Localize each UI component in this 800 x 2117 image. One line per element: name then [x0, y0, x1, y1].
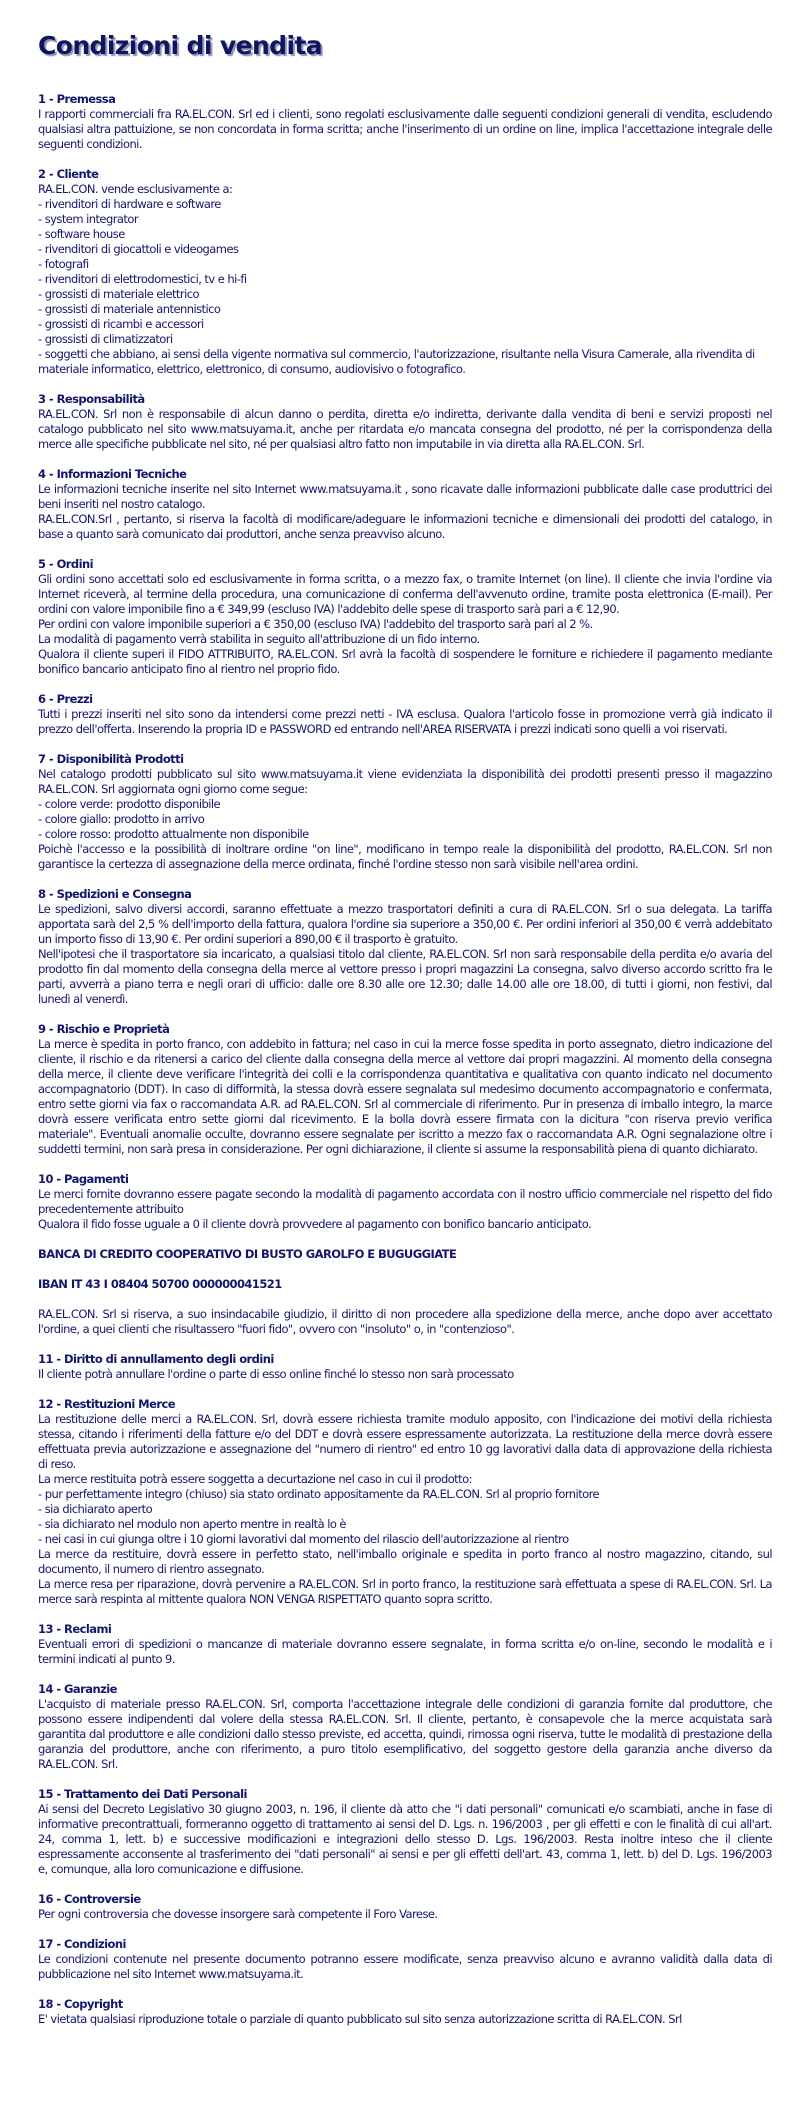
section-title: 17 - Condizioni — [38, 1937, 126, 1951]
bullet-list — [38, 1487, 772, 1547]
list-item: - sia dichiarato nel modulo non aperto mentre in realtà lo è — [38, 1517, 346, 1531]
section-title: 16 - Controversie — [38, 1892, 141, 1906]
paragraph: Tutti i prezzi inseriti nel sito sono da intendersi come prezzi netti - IVA esclusa. Qualora l'articolo fosse in promozione verrà già indicato il prezzo dell'offerta. Inserendo la propria ID e PASSWORD ed entrando nell'AREA RISERVATA i prezzi indicati sono quelli a voi riservati. — [38, 707, 772, 736]
section-body — [38, 1802, 772, 1877]
section — [38, 1022, 772, 1157]
section-title: 13 - Reclami — [38, 1622, 112, 1636]
list-item: - nei casi in cui giunga oltre i 10 giorni lavorativi dal momento del rilascio dell'autorizzazione al rientro — [38, 1532, 569, 1546]
list-item: - colore giallo: prodotto in arrivo — [38, 812, 205, 826]
section-title: 4 - Informazioni Tecniche — [38, 467, 187, 481]
section-title: 11 - Diritto di annullamento degli ordini — [38, 1352, 274, 1366]
section-title: 9 - Rischio e Proprietà — [38, 1022, 170, 1036]
section — [38, 1172, 772, 1232]
paragraph: RA.EL.CON. vende esclusivamente a: — [38, 182, 233, 196]
list-item: - software house — [38, 227, 125, 241]
bullet-list — [38, 197, 772, 377]
paragraph: L'acquisto di materiale presso RA.EL.CON. Srl, comporta l'accettazione integrale delle condizioni di garanzia fornite dal produttore, che possono essere indipendenti dal volere della stessa RA.EL.CON. Srl. Il cliente, pertanto, è consapevole che la merce acquistata sarà garantita dal produttore e alle condizioni dallo stesso previste, ed accetta, quindi, rimossa ogni riserva, tutte le modalità di prestazione della garanzia del produttore, anche con riferimento, a puro titolo esemplificativo, del soggetto gestore della garanzia anche diverso da RA.EL.CON. Srl. — [38, 1697, 772, 1771]
list-item: - grossisti di ricambi e accessori — [38, 317, 204, 331]
paragraph: La modalità di pagamento verrà stabilita in seguito all'attribuzione di un fido interno. — [38, 632, 480, 646]
iban-block — [38, 1277, 772, 1292]
section-title: 1 - Premessa — [38, 92, 116, 106]
terms-sections — [38, 92, 772, 1232]
section — [38, 467, 772, 542]
paragraph: La merce da restituire, dovrà essere in perfetto stato, nell'imballo originale e spedita in porto franco al nostro magazzino, citando, sul documento, il numero di rientro assegnato. — [38, 1547, 772, 1576]
section — [38, 1997, 772, 2027]
section — [38, 1937, 772, 1982]
list-item: - grossisti di materiale antennistico — [38, 302, 221, 316]
paragraph: La merce restituita potrà essere soggetta a decurtazione nel caso in cui il prodotto: — [38, 1472, 472, 1486]
list-item: - colore verde: prodotto disponibile — [38, 797, 221, 811]
section-body — [38, 767, 772, 872]
list-item: - pur perfettamente integro (chiuso) sia stato ordinato appositamente da RA.EL.CON. Srl al proprio fornitore — [38, 1487, 600, 1501]
section-body — [38, 2012, 772, 2027]
section-title: 8 - Spedizioni e Consegna — [38, 887, 192, 901]
list-item: - rivenditori di giocattoli e videogames — [38, 242, 239, 256]
section — [38, 1397, 772, 1607]
section-body — [38, 1637, 772, 1667]
list-item: - fotografi — [38, 257, 89, 271]
list-item: - colore rosso: prodotto attualmente non disponibile — [38, 827, 309, 841]
section-body — [38, 1952, 772, 1982]
section-title: 12 - Restituzioni Merce — [38, 1397, 175, 1411]
section — [38, 887, 772, 1007]
section — [38, 1892, 772, 1922]
terms-sections-continued — [38, 1352, 772, 2027]
section-body — [38, 182, 772, 377]
section — [38, 167, 772, 377]
bullet-list — [38, 797, 772, 842]
section — [38, 1787, 772, 1877]
iban-text: IBAN IT 43 I 08404 50700 000000041521 — [38, 1277, 282, 1291]
list-item: - grossisti di materiale elettrico — [38, 287, 199, 301]
credit-note-text: RA.EL.CON. Srl si riserva, a suo insindacabile giudizio, il diritto di non procedere alla spedizione della merce, anche dopo aver accettato l'ordine, a quei clienti che risultassero "fuori fido", ovvero con "insoluto" o, in "contenzioso". — [38, 1307, 772, 1336]
section-title: 6 - Prezzi — [38, 692, 93, 706]
section-title: 2 - Cliente — [38, 167, 99, 181]
page-title: Condizioni di vendita — [38, 31, 323, 60]
list-item: - grossisti di climatizzatori — [38, 332, 173, 346]
paragraph: Qualora il cliente superi il FIDO ATTRIBUITO, RA.EL.CON. Srl avrà la facoltà di sospendere le forniture e richiedere il pagamento mediante bonifico bancario anticipato fino al rientro nel proprio fido. — [38, 647, 772, 676]
section-body — [38, 1907, 772, 1922]
section — [38, 392, 772, 452]
section-body — [38, 707, 772, 737]
paragraph: Per ordini con valore imponibile superiori a € 350,00 (escluso IVA) l'addebito del trasporto sarà pari al 2 %. — [38, 617, 593, 631]
paragraph: Le informazioni tecniche inserite nel sito Internet www.matsuyama.it , sono ricavate dalle informazioni pubblicate dalle case produttrici dei beni inseriti nel nostro catalogo. — [38, 482, 772, 511]
paragraph: RA.EL.CON.Srl , pertanto, si riserva la facoltà di modificare/adeguare le informazioni tecniche e dimensionali dei prodotti del catalogo, in base a quanto sarà comunicato dai produttori, anche senza preavviso alcuno. — [38, 512, 772, 541]
section-body — [38, 407, 772, 452]
paragraph: Nell'ipotesi che il trasportatore sia incaricato, a qualsiasi titolo dal cliente, RA.EL.CON. Srl non sarà responsabile della perdita e/o avaria del prodotto fin dal momento della consegna della merce al vettore presso i propri magazzini La consegna, salvo diverso accordo scritto fra le parti, avverrà a piano terra e negli orari di ufficio: dalle ore 8.30 alle ore 12.30; dalle 14.00 alle ore 18.00, di tutti i giorni, non festivi, dal lunedì al venerdì. — [38, 947, 772, 1006]
paragraph: Poichè l'accesso e la possibilità di inoltrare ordine "on line", modificano in tempo reale la disponibilità del prodotto, RA.EL.CON. Srl non garantisce la certezza di assegnazione della merce ordinata, finché l'ordine stesso non sarà visibile nell'area ordini. — [38, 842, 772, 871]
paragraph: E' vietata qualsiasi riproduzione totale o parziale di quanto pubblicato sul sito senza autorizzazione scritta di RA.EL.CON. Srl — [38, 2012, 682, 2026]
section-body — [38, 107, 772, 152]
section — [38, 557, 772, 677]
section-title: 15 - Trattamento dei Dati Personali — [38, 1787, 247, 1801]
paragraph: La restituzione delle merci a RA.EL.CON. Srl, dovrà essere richiesta tramite modulo apposito, con l'indicazione dei motivi della richiesta stessa, citando i riferimenti della fatture e/o del DDT e dovrà essere espressamente autorizzata. La restituzione della merce dovrà essere effettuata previa autorizzazione e assegnazione del "numero di rientro" ed entro 10 gg lavorativi dalla data di approvazione della richiesta di reso. — [38, 1412, 772, 1471]
paragraph: Per ogni controversia che dovesse insorgere sarà competente il Foro Varese. — [38, 1907, 438, 1921]
section-title: 3 - Responsabilità — [38, 392, 145, 406]
list-item: - sia dichiarato aperto — [38, 1502, 153, 1516]
paragraph: Nel catalogo prodotti pubblicato sul sito www.matsuyama.it viene evidenziata la disponibilità dei prodotti presenti presso il magazzino RA.EL.CON. Srl aggiornata ogni giorno come segue: — [38, 767, 772, 796]
section-body — [38, 902, 772, 1007]
section-title: 7 - Disponibilità Prodotti — [38, 752, 184, 766]
section-body — [38, 482, 772, 542]
section — [38, 1622, 772, 1667]
section-body — [38, 1697, 772, 1772]
paragraph: Qualora il fido fosse uguale a 0 il cliente dovrà provvedere al pagamento con bonifico bancario anticipato. — [38, 1217, 592, 1231]
paragraph: Gli ordini sono accettati solo ed esclusivamente in forma scritta, o a mezzo fax, o tramite Internet (on line). Il cliente che invia l'ordine via Internet riceverà, al termine della procedura, una comunicazione di conferma dell'avvenuto ordine, tramite posta elettronica (E-mail). Per ordini con valore imponibile fino a € 349,99 (escluso IVA) l'addebito delle spese di trasporto sarà pari a € 12,90. — [38, 572, 772, 616]
section — [38, 92, 772, 152]
section-body — [38, 572, 772, 677]
section-body — [38, 1367, 772, 1382]
credit-note — [38, 1307, 772, 1337]
section-body — [38, 1037, 772, 1157]
paragraph: Le merci fornite dovranno essere pagate secondo la modalità di pagamento accordata con il nostro ufficio commerciale nel rispetto del fido precedentemente attribuito — [38, 1187, 772, 1216]
bank-name: BANCA DI CREDITO COOPERATIVO DI BUSTO GAROLFO E BUGUGGIATE — [38, 1247, 457, 1261]
list-item: - rivenditori di elettrodomestici, tv e hi-fi — [38, 272, 247, 286]
paragraph: I rapporti commerciali fra RA.EL.CON. Srl ed i clienti, sono regolati esclusivamente dalle seguenti condizioni generali di vendita, escludendo qualsiasi altra pattuizione, se non concordata in forma scritta; anche l'inserimento di un ordine on line, implica l'accettazione integrale delle seguenti condizioni. — [38, 107, 772, 151]
paragraph: Eventuali errori di spedizioni o mancanze di materiale dovranno essere segnalate, in forma scritta e/o on-line, secondo le modalità e i termini indicati al punto 9. — [38, 1637, 772, 1666]
section — [38, 692, 772, 737]
paragraph: La merce resa per riparazione, dovrà pervenire a RA.EL.CON. Srl in porto franco, la restituzione sarà effettuata a spese di RA.EL.CON. Srl. La merce sarà respinta al mittente qualora NON VENGA RISPETTATO quanto sopra scritto. — [38, 1577, 772, 1606]
paragraph: RA.EL.CON. Srl non è responsabile di alcun danno o perdita, diretta e/o indiretta, derivante dalla vendita di beni e servizi proposti nel catalogo pubblicato nel sito www.matsuyama.it, anche per ritardata e/o mancata consegna del prodotto, né per la corrispondenza della merce alle specifiche pubblicate nel sito, né per qualsiasi altro fatto non imputabile in via diretta alla RA.EL.CON. Srl. — [38, 407, 772, 451]
section-title: 10 - Pagamenti — [38, 1172, 129, 1186]
paragraph: Le spedizioni, salvo diversi accordi, saranno effettuate a mezzo trasportatori definiti a cura di RA.EL.CON. Srl o sua delegata. La tariffa apportata sarà del 2,5 % dell'importo della fattura, qualora l'ordine sia superiore a 350,00 €. Per ordini inferiori al 350,00 € verrà addebitato un importo fisso di 13,90 €. Per ordini superiori a 890,00 € il trasporto è gratuito. — [38, 902, 772, 946]
section-body — [38, 1187, 772, 1232]
list-item: - soggetti che abbiano, ai sensi della vigente normativa sul commercio, l'autorizzazione, risultante nella Visura Camerale, alla rivendita di materiale informatico, elettrico, elettronico, di consumo, audiovisivo o fotografico. — [38, 347, 755, 376]
list-item: - rivenditori di hardware e software — [38, 197, 221, 211]
list-item: - system integrator — [38, 212, 139, 226]
paragraph: Le condizioni contenute nel presente documento potranno essere modificate, senza preavviso alcuno e avranno validità dalla data di pubblicazione nel sito Internet www.matsuyama.it. — [38, 1952, 772, 1981]
paragraph: La merce è spedita in porto franco, con addebito in fattura; nel caso in cui la merce fosse spedita in porto assegnato, dietro indicazione del cliente, il rischio e da ritenersi a carico del cliente dalla consegna della merce al vettore dai propri magazzini. Al momento della consegna della merce, il cliente deve verificare l'integrità dei colli e la corrispondenza quantitativa e qualitativa con quanto indicato nel documento accompagnatorio (DDT). In caso di difformità, la stessa dovrà essere segnalata sul medesimo documento accompagnatorio e confermata, entro sette giorni via fax o raccomandata A.R. ad RA.EL.CON. Srl al commerciale di riferimento. Pur in presenza di imballo integro, la marce dovrà essere verificata entro sette giorni dal ricevimento. E la bolla dovrà essere firmata con la dicitura "con riserva previo verifica materiale". Eventuali anomalie occulte, dovranno essere segnalate per iscritto a mezzo fax o raccomandata A.R. Ogni segnalazione oltre i suddetti termini, non sarà presa in considerazione. Per ogni dichiarazione, il cliente si assume la responsabilità piena di quanto dichiarato. — [38, 1037, 772, 1156]
section-title: 18 - Copyright — [38, 1997, 123, 2011]
terms-page — [38, 30, 772, 2027]
section — [38, 1682, 772, 1772]
paragraph: Ai sensi del Decreto Legislativo 30 giugno 2003, n. 196, il cliente dà atto che "i dati personali" comunicati e/o scambiati, anche in fase di informative precontrattuali, formeranno oggetto di trattamento ai sensi del D. Lgs. n. 196/2003 , per gli effetti e con le finalità di cui all'art. 24, comma 1, lett. b) e successive modificazioni e integrazioni dello stesso D. Lgs. 196/2003. Resta inoltre inteso che il cliente espressamente acconsente al trasferimento dei "dati personali" ai sensi e per gli effetti dell'art. 43, comma 1, lett. b) del D. Lgs. 196/2003 e, comunque, alla loro comunicazione e diffusione. — [38, 1802, 772, 1876]
section-body — [38, 1412, 772, 1607]
section-title: 14 - Garanzie — [38, 1682, 117, 1696]
paragraph: Il cliente potrà annullare l'ordine o parte di esso online finché lo stesso non sarà processato — [38, 1367, 514, 1381]
section — [38, 752, 772, 872]
section-title: 5 - Ordini — [38, 557, 94, 571]
section — [38, 1352, 772, 1382]
bank-details — [38, 1247, 772, 1262]
